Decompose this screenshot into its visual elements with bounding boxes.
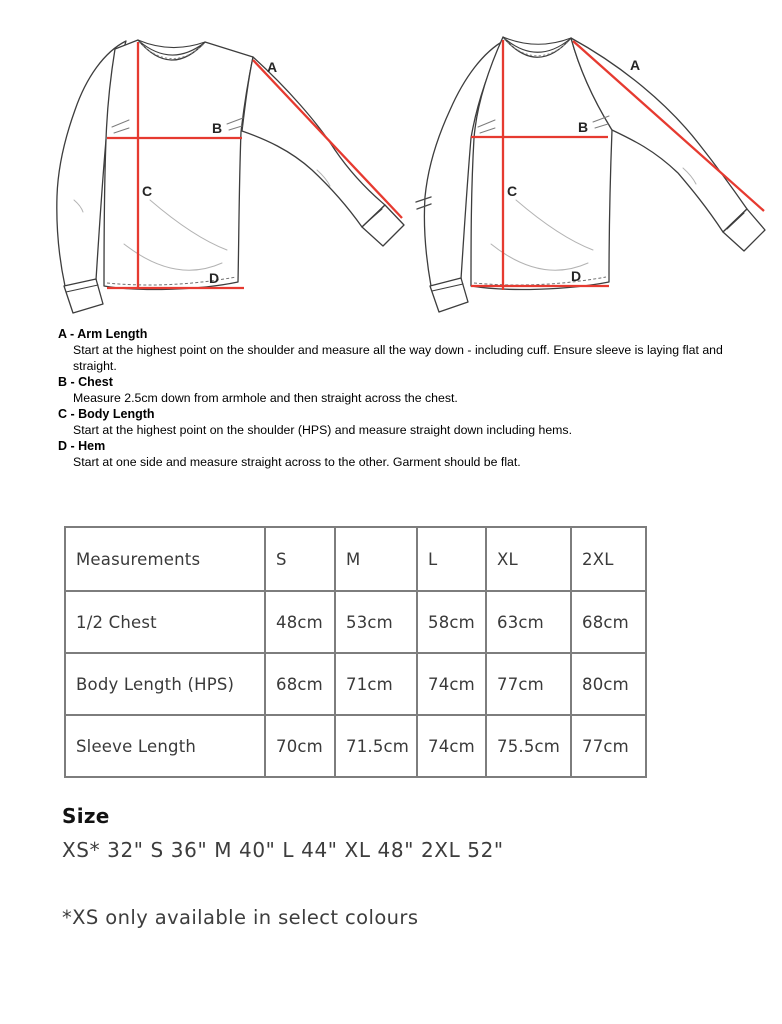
definition-title: A - Arm Length <box>58 327 148 341</box>
cell-value: 74cm <box>417 653 486 715</box>
size-values: XS* 32" S 36" M 40" L 44" XL 48" 2XL 52" <box>62 838 504 862</box>
cell-value: 80cm <box>571 653 646 715</box>
cell-value: 48cm <box>265 591 335 653</box>
table-row <box>65 715 646 777</box>
cell-value: 68cm <box>571 591 646 653</box>
row-label: Body Length (HPS) <box>65 653 265 715</box>
definition-description: Measure 2.5cm down from armhole and then straight across the chest. <box>73 391 458 405</box>
table-header-row <box>65 527 646 591</box>
cell-value: 77cm <box>571 715 646 777</box>
collar <box>138 40 205 48</box>
definition-hem <box>58 438 736 470</box>
measurement-definitions <box>58 326 736 470</box>
col-header-measurements: Measurements <box>65 527 265 591</box>
cell-value: 77cm <box>486 653 571 715</box>
col-header-m: M <box>335 527 417 591</box>
col-header-s: S <box>265 527 335 591</box>
row-label: 1/2 Chest <box>65 591 265 653</box>
cell-value: 70cm <box>265 715 335 777</box>
size-section <box>62 804 722 929</box>
size-footnote: *XS only available in select colours <box>62 906 419 929</box>
definition-body-length <box>58 406 736 438</box>
label-body-length: C <box>142 183 153 199</box>
definition-title: C - Body Length <box>58 407 155 421</box>
label-body-length: C <box>507 183 518 199</box>
label-arm-length: A <box>267 59 278 75</box>
table-row <box>65 653 646 715</box>
label-hem: D <box>209 270 220 286</box>
label-chest: B <box>212 120 223 136</box>
label-hem: D <box>571 268 582 284</box>
cell-value: 74cm <box>417 715 486 777</box>
definition-arm-length <box>58 326 736 374</box>
cell-value: 63cm <box>486 591 571 653</box>
table-row <box>65 591 646 653</box>
size-heading: Size <box>62 804 110 828</box>
label-arm-length: A <box>630 57 641 73</box>
collar <box>503 37 571 44</box>
cell-value: 75.5cm <box>486 715 571 777</box>
measurements-table <box>64 526 647 778</box>
garment-measurement-diagram <box>0 0 782 330</box>
cell-value: 58cm <box>417 591 486 653</box>
shirt-set-in-sleeve-diagram <box>57 40 404 313</box>
definition-description: Start at the highest point on the shoulder and measure all the way down - including cuff. Ensure sleeve is laying flat and straight. <box>73 343 723 373</box>
definition-chest <box>58 374 736 406</box>
definition-description: Start at the highest point on the shoulder (HPS) and measure straight down including hems. <box>73 423 572 437</box>
definition-description: Start at one side and measure straight across to the other. Garment should be flat. <box>73 455 521 469</box>
row-label: Sleeve Length <box>65 715 265 777</box>
col-header-l: L <box>417 527 486 591</box>
shirt-raglan-sleeve-diagram <box>416 37 765 312</box>
label-chest: B <box>578 119 589 135</box>
cell-value: 71cm <box>335 653 417 715</box>
col-header-xl: XL <box>486 527 571 591</box>
col-header-2xl: 2XL <box>571 527 646 591</box>
cell-value: 71.5cm <box>335 715 417 777</box>
left-cuff <box>64 279 103 313</box>
right-sleeve <box>242 57 385 227</box>
cell-value: 68cm <box>265 653 335 715</box>
definition-title: B - Chest <box>58 375 113 389</box>
cell-value: 53cm <box>335 591 417 653</box>
definition-title: D - Hem <box>58 439 106 453</box>
shirt-body <box>104 40 253 289</box>
